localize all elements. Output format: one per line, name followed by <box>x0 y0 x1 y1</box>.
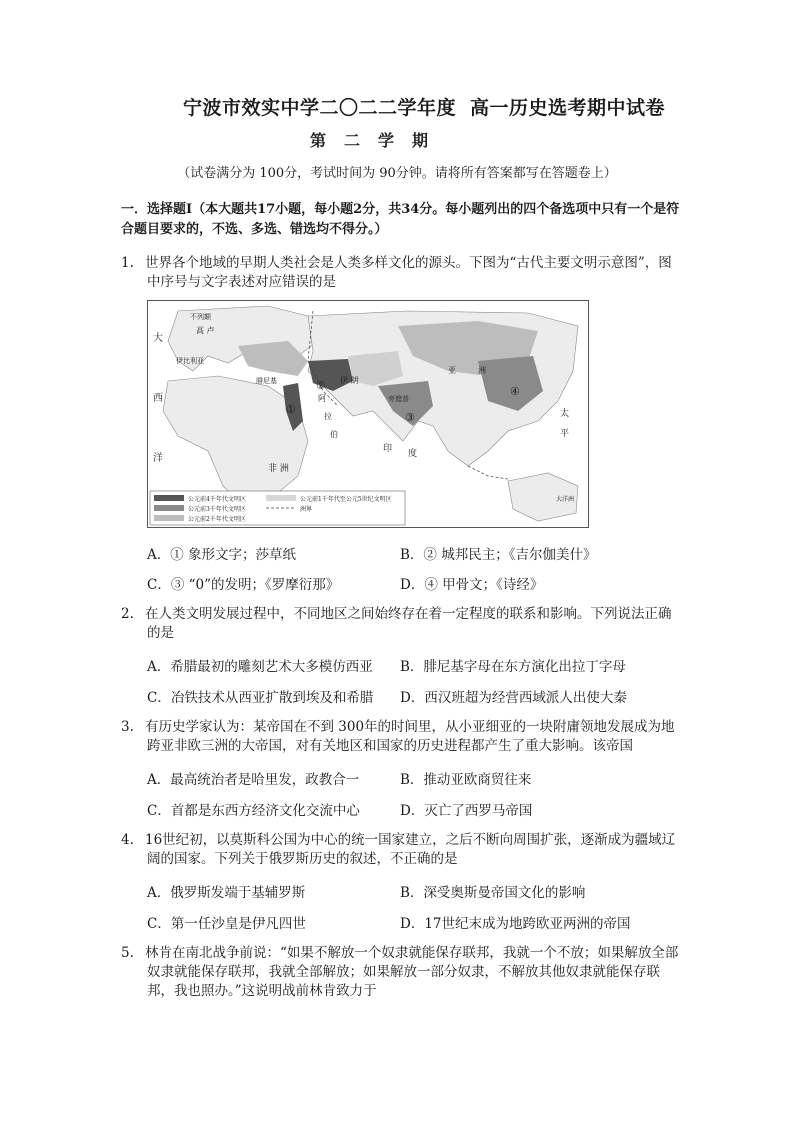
map-marker-3: ③ <box>405 411 415 424</box>
question-number: 3. <box>121 719 134 735</box>
civilization-map <box>147 300 589 528</box>
map-label: 腓尼基 <box>256 377 277 385</box>
option-a[interactable]: A．俄罗斯发端于基辅罗斯 <box>147 885 306 901</box>
map-label: 非 洲 <box>268 464 289 474</box>
map-label: 大洋洲 <box>556 496 575 503</box>
map-label: 高 卢 <box>196 326 215 335</box>
option-d[interactable]: D．17世纪末成为地跨欧亚两洲的帝国 <box>400 916 631 932</box>
legend-label: 洲界 <box>300 506 313 513</box>
map-label: 洲 <box>478 366 486 375</box>
question-stem: 在人类文明发展过程中，不同地区之间始终存在着一定程度的联系和影响。下列说法正确的是 <box>145 606 672 641</box>
title-school: 宁波市效实中学二〇二二学年度 <box>183 97 457 119</box>
question-2 <box>121 605 681 643</box>
question-number: 5. <box>121 945 134 961</box>
map-label: 伊 朗 <box>340 376 359 385</box>
option-d[interactable]: D．④ 甲骨文；《诗经》 <box>400 577 544 593</box>
map-label: 印 <box>383 444 393 454</box>
map-marker-2: ② <box>316 379 326 392</box>
question-number: 1. <box>121 255 134 271</box>
legend-label: 公元前2千年代文明区 <box>188 516 246 523</box>
map-label: 亚 <box>448 366 456 375</box>
map-graphic <box>148 301 588 527</box>
question-stem: 林肯在南北战争前说：“如果不解放一个奴隶就能保存联邦，我就一个不放；如果解放全部奴隶就能保存联邦，我就全部解放；如果解放一部分奴隶，不解放其他奴隶就能保存联邦，我也照办。”这说明战前林肯致力于 <box>145 945 679 999</box>
map-legend <box>150 491 405 525</box>
option-a[interactable]: A．最高统治者是哈里发，政教合一 <box>147 772 360 788</box>
option-c[interactable]: C．首都是东西方经济文化交流中心 <box>147 803 360 819</box>
map-label: 太 <box>560 409 570 419</box>
question-number: 4. <box>121 832 134 848</box>
title-exam: 高一历史选考期中试卷 <box>470 97 666 119</box>
question-stem: 16世纪初，以莫斯科公国为中心的统一国家建立，之后不断向周围扩张，逐渐成为疆域辽阔的国家。下列关于俄罗斯历史的叙述，不正确的是 <box>145 832 676 867</box>
map-label: 伯 <box>330 430 338 439</box>
map-label: 西 <box>153 393 163 404</box>
title-semester: 第二学期 <box>310 131 447 150</box>
option-c[interactable]: C．③ “0”的发明；《罗摩衍那》 <box>147 577 340 593</box>
map-marker-1: ① <box>286 403 296 416</box>
question-stem: 世界各个地域的早期人类社会是人类多样文化的源头。下图为“古代主要文明示意图”，图中序号与文字表述对应错误的是 <box>145 255 672 290</box>
map-label: 洋 <box>153 453 163 464</box>
map-label: 大 <box>153 333 163 344</box>
option-a[interactable]: A．① 象形文字；莎草纸 <box>147 547 297 563</box>
legend-label: 公元前4千年代文明区 <box>188 496 246 503</box>
option-a[interactable]: A．希腊最初的雕刻艺术大多模仿西亚 <box>147 659 373 675</box>
map-label: 伊比利亚 <box>176 357 204 365</box>
option-c[interactable]: C．第一任沙皇是伊凡四世 <box>147 916 306 932</box>
question-3 <box>121 718 681 756</box>
option-b[interactable]: B．深受奥斯曼帝国文化的影响 <box>400 885 586 901</box>
map-label: 度 <box>408 449 418 459</box>
map-label: 不列颠 <box>190 313 211 321</box>
map-label: 平 <box>560 429 570 439</box>
exam-note: （试卷满分为 100分，考试时间为 90分钟。请将所有答案都写在答题卷上） <box>177 166 617 181</box>
question-5 <box>121 944 681 1001</box>
option-c[interactable]: C．冶铁技术从西亚扩散到埃及和希腊 <box>147 690 374 706</box>
question-4 <box>121 831 681 869</box>
question-stem: 有历史学家认为：某帝国在不到 300年的时间里，从小亚细亚的一块附庸领地发展成为地跨亚非欧三洲的大帝国，对有关地区和国家的历史进程都产生了重大影响。该帝国 <box>145 719 675 754</box>
question-number: 2. <box>121 606 134 622</box>
legend-label: 公元前3千年代文明区 <box>188 506 246 513</box>
option-d[interactable]: D．灭亡了西罗马帝国 <box>400 803 533 819</box>
map-label: 拉 <box>324 412 332 421</box>
option-b[interactable]: B．② 城邦民主；《吉尔伽美什》 <box>400 547 597 563</box>
map-label: 阿 <box>318 394 326 403</box>
option-b[interactable]: B．腓尼基字母在东方演化出拉丁字母 <box>400 659 626 675</box>
legend-label: 公元前1千年代至公元5世纪文明区 <box>300 496 392 503</box>
option-d[interactable]: D．西汉班超为经营西域派人出使大秦 <box>400 690 627 706</box>
question-1 <box>121 254 681 292</box>
option-b[interactable]: B．推动亚欧商贸往来 <box>400 772 532 788</box>
title-row <box>0 93 794 123</box>
map-marker-4: ④ <box>510 385 520 398</box>
map-label: 旁遮普 <box>388 395 409 403</box>
section-heading: 一．选择题Ⅰ（本大题共17小题，每小题2分，共34分。每小题列出的四个备选项中只有一个是符合题目要求的，不选、多选、错选均不得分。） <box>121 202 680 237</box>
